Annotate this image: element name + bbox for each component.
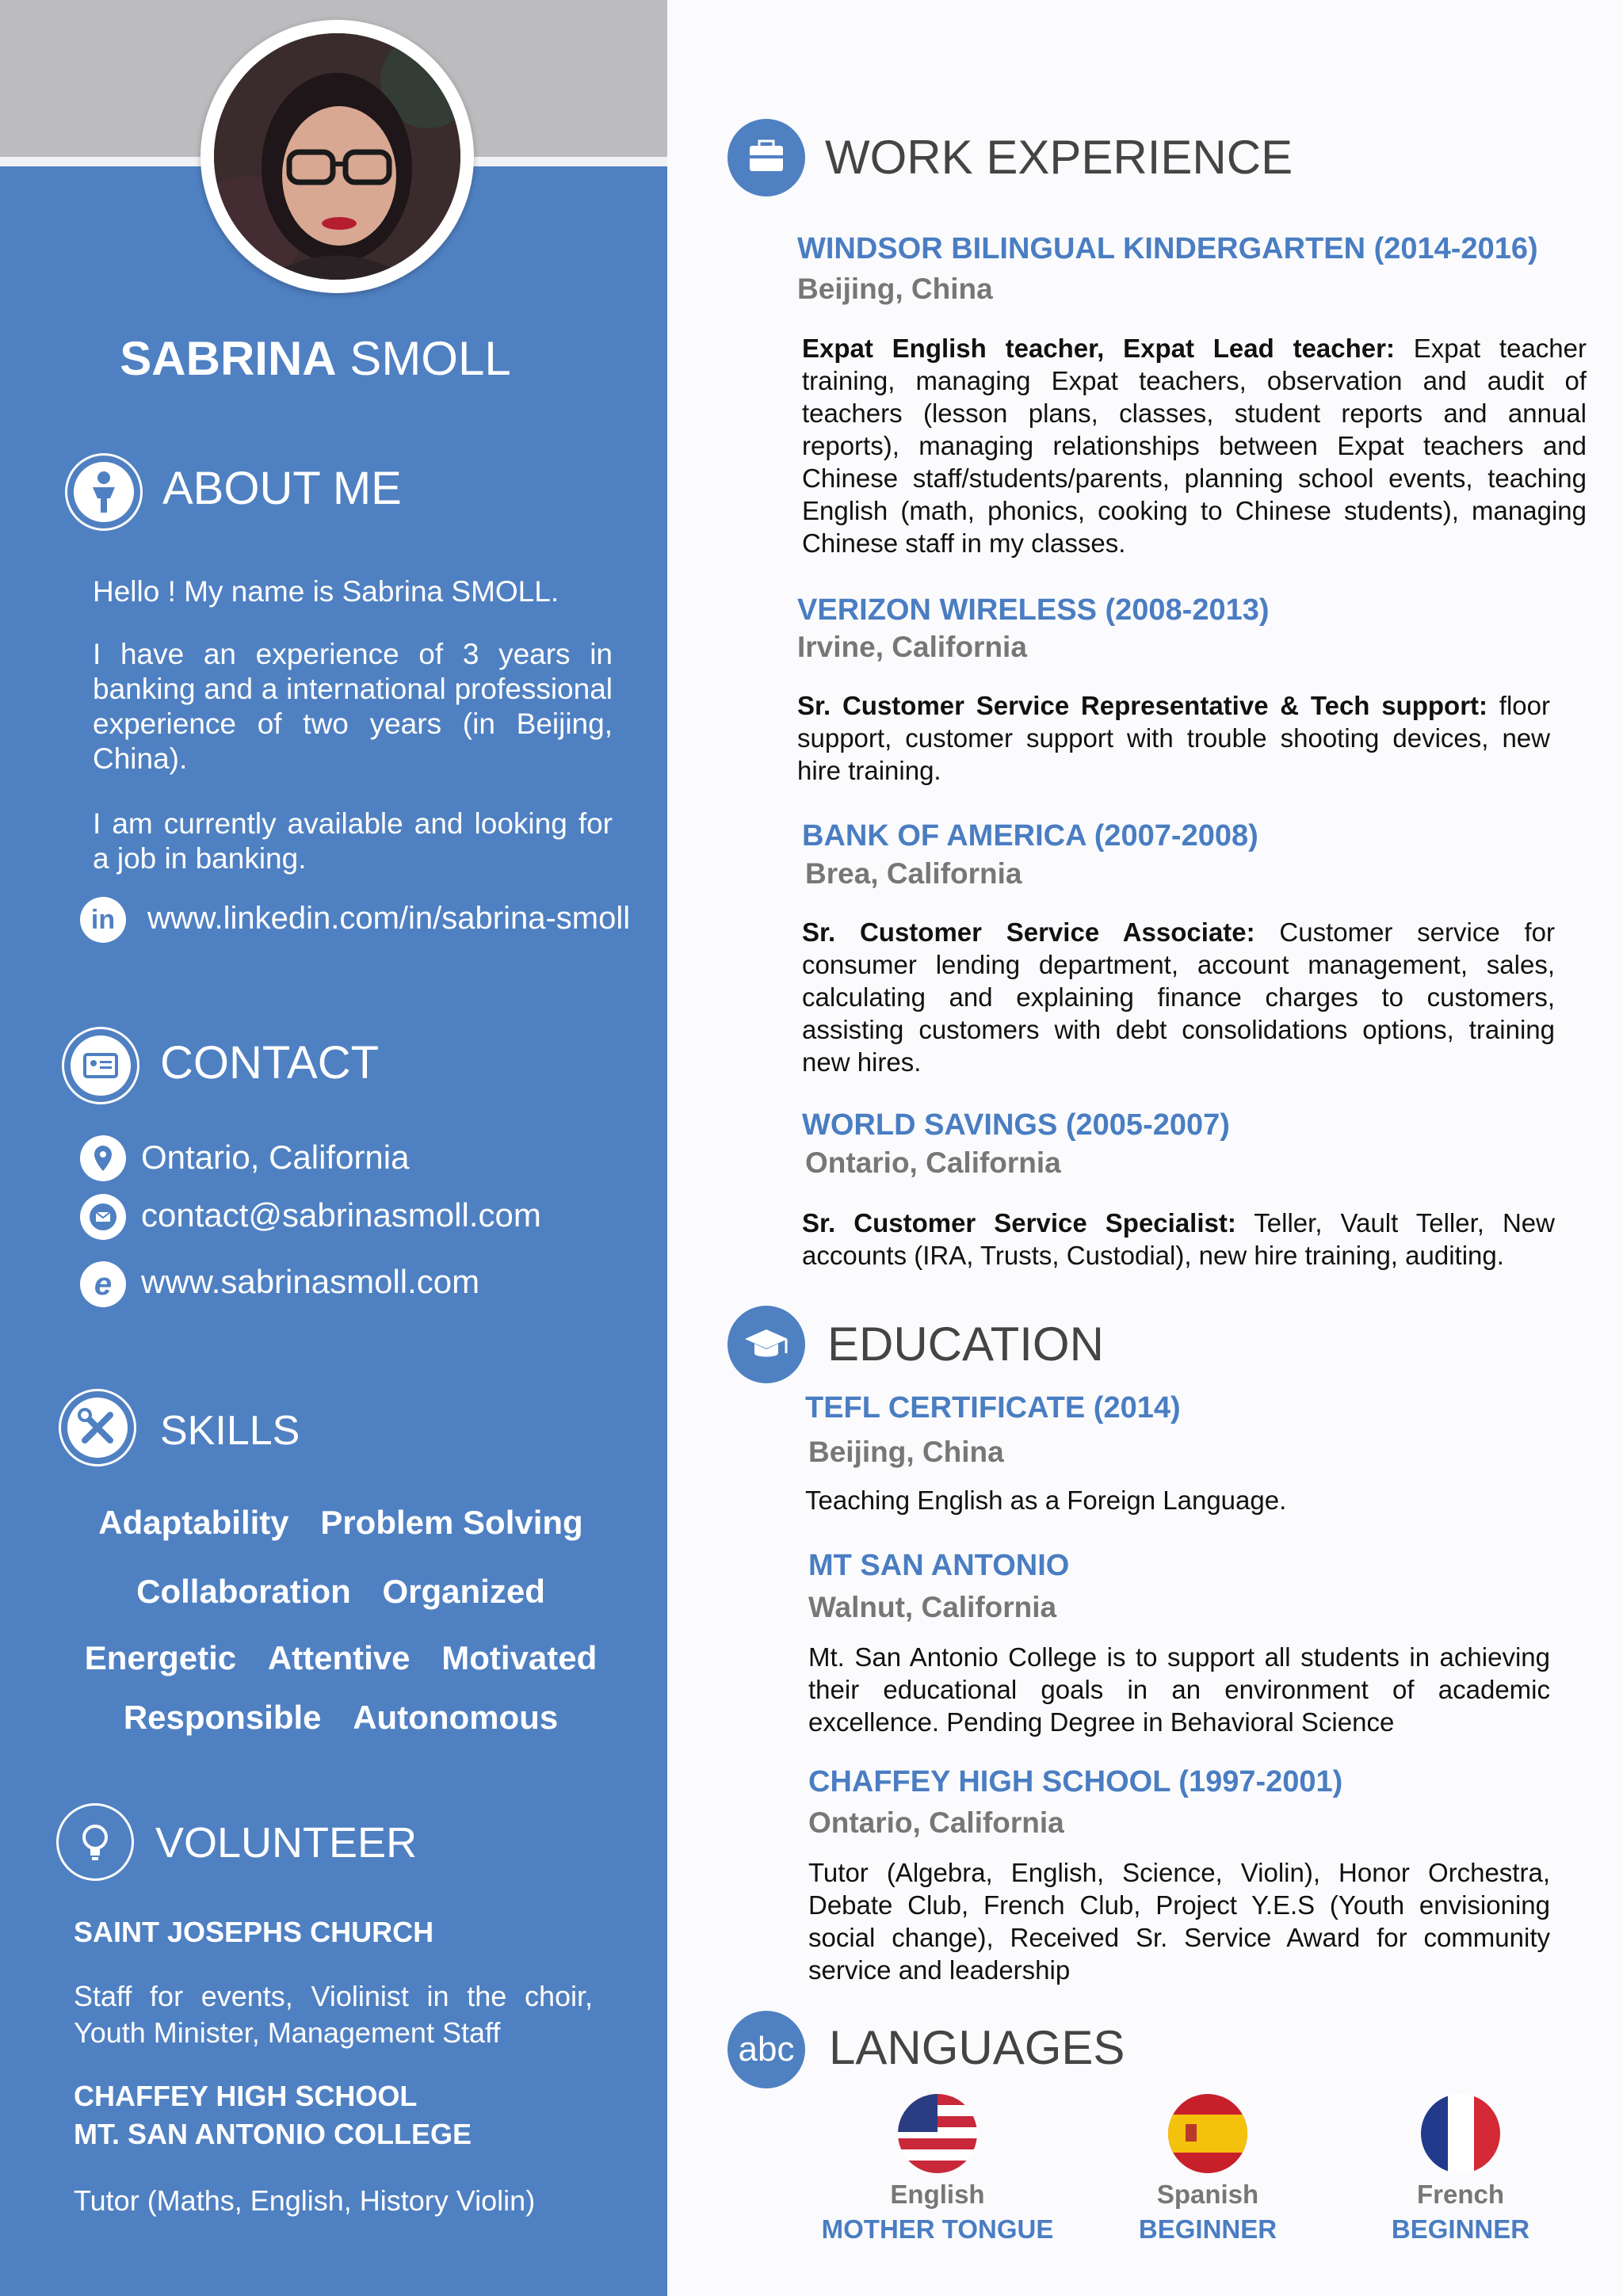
edu-3-location: Ontario, California — [808, 1806, 1064, 1839]
france-flag-icon — [1421, 2094, 1500, 2173]
briefcase-icon — [727, 119, 805, 196]
abc-icon — [727, 2011, 805, 2088]
education-title: EDUCATION — [827, 1318, 1104, 1371]
languages-title: LANGUAGES — [829, 2021, 1125, 2074]
job-2-title: VERIZON WIRELESS (2008-2013) — [797, 593, 1270, 627]
abc-icon-label: abc — [738, 2030, 795, 2069]
job-3-role: Sr. Customer Service Associate: — [802, 917, 1255, 947]
contact-title: CONTACT — [160, 1037, 380, 1089]
job-4-title: WORLD SAVINGS (2005-2007) — [802, 1108, 1230, 1142]
linkedin-link[interactable]: www.linkedin.com/in/sabrina-smoll — [147, 901, 631, 936]
web-browser-icon: e — [80, 1261, 126, 1307]
volunteer-desc-2: Tutor (Maths, English, History Violin) — [74, 2184, 536, 2217]
skills-title: SKILLS — [160, 1408, 300, 1454]
graduation-cap-icon — [727, 1306, 805, 1383]
linkedin-icon[interactable]: in — [80, 897, 126, 943]
volunteer-org-2a: CHAFFEY HIGH SCHOOL — [74, 2080, 418, 2112]
job-1-location: Beijing, China — [797, 273, 993, 305]
skill-item: Energetic — [84, 1639, 237, 1676]
id-card-icon — [62, 1027, 139, 1104]
job-3-title: BANK OF AMERICA (2007-2008) — [802, 819, 1258, 852]
job-1-title: WINDSOR BILINGUAL KINDERGARTEN (2014-2016) — [797, 232, 1538, 265]
email-icon — [80, 1194, 126, 1240]
volunteer-title: VOLUNTEER — [155, 1819, 418, 1867]
language-level-french: BEGINNER — [1391, 2214, 1530, 2244]
edu-3-description: Tutor (Algebra, English, Science, Violin), Honor Orchestra, Debate Club, French Club, Project Y.E.S (Youth envisioning social change), Received Sr. Service Award for community service and leadership — [808, 1858, 1550, 1985]
profile-photo — [214, 33, 460, 280]
about-title: ABOUT ME — [162, 463, 402, 514]
about-availability: I am currently available and looking for a job in banking. — [93, 807, 613, 875]
language-name-spanish: Spanish — [1156, 2180, 1259, 2209]
work-title: WORK EXPERIENCE — [825, 131, 1293, 184]
contact-email[interactable]: contact@sabrinasmoll.com — [141, 1196, 541, 1234]
job-4-description — [802, 1207, 1555, 1272]
skills-row-2 — [63, 1573, 618, 1611]
language-level-english: MOTHER TONGUE — [821, 2214, 1054, 2244]
volunteer-org-2b: MT. SAN ANTONIO COLLEGE — [74, 2118, 472, 2150]
volunteer-desc-1: Staff for events, Violinist in the choir, Youth Minister, Management Staff — [74, 1980, 593, 2049]
candidate-name — [0, 331, 631, 386]
skill-item: Collaboration — [136, 1573, 351, 1610]
contact-location: Ontario, California — [141, 1138, 410, 1176]
edu-2-title: MT SAN ANTONIO — [808, 1549, 1070, 1582]
job-1-role: Expat English teacher, Expat Lead teacher: — [802, 334, 1395, 363]
edu-2-description: Mt. San Antonio College is to support all students in achieving their educational goals in an environment of academic excellence. Pending Degree in Behavioral Science — [808, 1642, 1550, 1737]
job-4-role: Sr. Customer Service Specialist: — [802, 1208, 1236, 1238]
skills-row-3 — [63, 1639, 618, 1677]
first-name: SABRINA — [120, 332, 337, 385]
skill-item: Motivated — [441, 1639, 598, 1676]
job-3-text: Customer service for consumer lending department, account management, sales, calculating and explaining finance charges to customers, assisting customers with debt consolidations options, training new hires. — [802, 917, 1555, 1077]
language-name-english: English — [890, 2180, 985, 2209]
last-name: SMOLL — [349, 332, 511, 385]
spain-flag-icon — [1168, 2094, 1247, 2173]
edu-3-title: CHAFFEY HIGH SCHOOL (1997-2001) — [808, 1765, 1343, 1798]
us-flag-icon — [898, 2094, 977, 2173]
edu-1-title: TEFL CERTIFICATE (2014) — [805, 1391, 1181, 1425]
language-level-spanish: BEGINNER — [1138, 2214, 1277, 2244]
skill-item: Organized — [382, 1573, 545, 1610]
lightbulb-icon — [56, 1803, 134, 1881]
person-icon — [65, 453, 143, 531]
location-pin-icon — [80, 1135, 126, 1181]
skill-item: Adaptability — [98, 1504, 289, 1541]
job-1-text: Expat teacher training, managing Expat teachers, observation and audit of teachers (lesson plans, classes, student reports and annual reports), managing relationships between Expat teachers and Chinese staff/students/parents, planning school events, teaching English (math, phonics, cooking to Chinese students), managing Chinese staff in my classes. — [802, 334, 1587, 558]
tools-icon — [59, 1389, 136, 1466]
edu-1-location: Beijing, China — [808, 1436, 1004, 1468]
skill-item: Autonomous — [353, 1699, 559, 1736]
job-3-location: Brea, California — [805, 857, 1022, 890]
skill-item: Problem Solving — [320, 1504, 583, 1541]
contact-website[interactable]: www.sabrinasmoll.com — [141, 1263, 480, 1300]
skills-row-1 — [63, 1504, 618, 1542]
job-1-description — [802, 332, 1587, 559]
job-2-description — [797, 689, 1550, 787]
about-intro: Hello ! My name is Sabrina SMOLL. — [93, 575, 559, 608]
skills-row-4 — [63, 1699, 618, 1737]
skill-item: Responsible — [123, 1699, 322, 1736]
job-2-text: floor support, customer support with trouble shooting devices, new hire training. — [797, 691, 1550, 785]
job-2-location: Irvine, California — [797, 631, 1027, 663]
edu-1-description: Teaching English as a Foreign Language. — [805, 1486, 1287, 1515]
about-experience: I have an experience of 3 years in banking and a international professional experience of two years (in Beijing, China). — [93, 638, 613, 775]
volunteer-org-1: SAINT JOSEPHS CHURCH — [74, 1916, 434, 1948]
job-2-role: Sr. Customer Service Representative & Tech support: — [797, 691, 1488, 720]
skill-item: Attentive — [267, 1639, 411, 1676]
job-3-description — [802, 916, 1555, 1078]
job-4-text: Teller, Vault Teller, New accounts (IRA, Trusts, Custodial), new hire training, auditing. — [802, 1208, 1555, 1270]
job-4-location: Ontario, California — [805, 1146, 1061, 1179]
edu-2-location: Walnut, California — [808, 1591, 1057, 1623]
language-name-french: French — [1416, 2180, 1505, 2209]
